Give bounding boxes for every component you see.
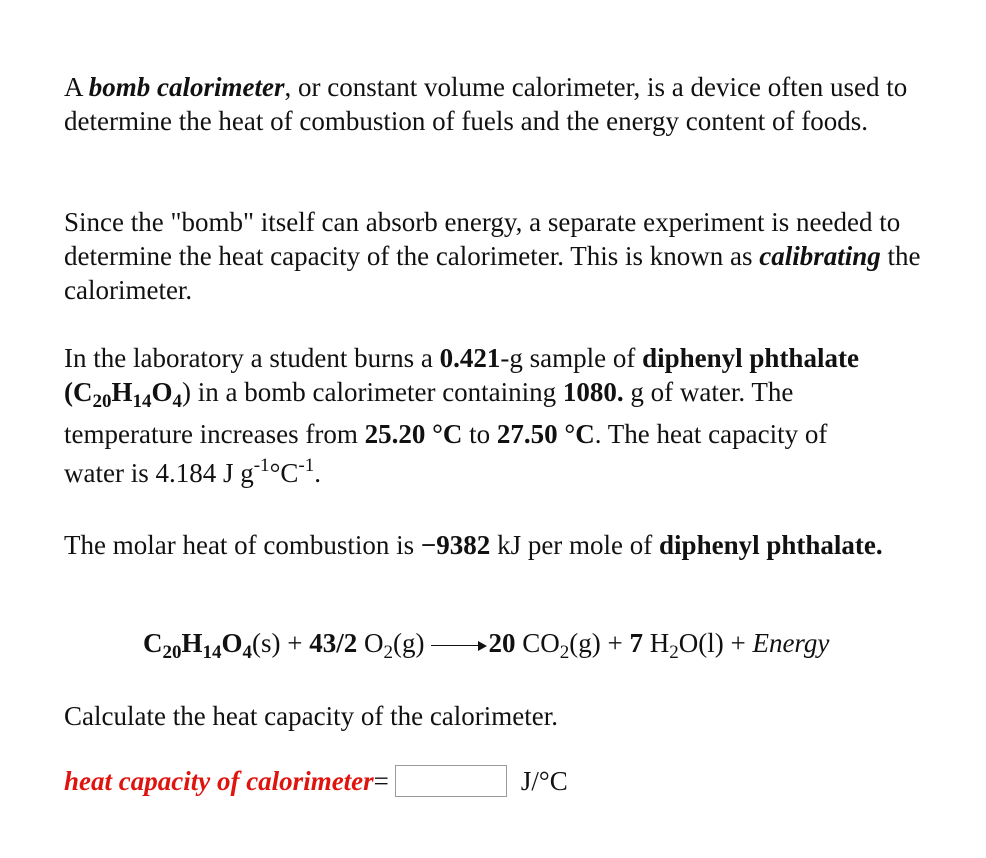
- equals-sign: =: [373, 766, 389, 796]
- experiment-line-4: [64, 456, 964, 490]
- experiment-text-4: g of water. The: [623, 377, 794, 407]
- molecular-formula: [64, 377, 183, 412]
- experiment-line-3: [64, 417, 964, 451]
- eq-o2: O: [357, 628, 384, 658]
- term-calibrating: calibrating: [759, 241, 881, 271]
- eq-co2-state: (g) +: [569, 628, 630, 658]
- eq-c-sub: 20: [162, 642, 182, 663]
- formula-h: H: [111, 377, 133, 407]
- experiment-paragraph: [64, 341, 964, 490]
- eq-o: O: [221, 628, 243, 658]
- experiment-line-2: [64, 375, 964, 412]
- answer-row: [64, 764, 568, 798]
- formula-close: ): [182, 377, 192, 407]
- experiment-text-7: . The heat capacity of: [594, 419, 828, 449]
- formula-h-sub: 14: [132, 391, 152, 412]
- eq-co2-coefficient: 20: [488, 628, 516, 658]
- reaction-arrow-icon: [431, 640, 487, 652]
- molar-text-2: kJ per mole of: [490, 530, 660, 560]
- reactant-formula: [143, 628, 253, 663]
- unit-label: J/°C: [520, 766, 568, 796]
- eq-co2: CO: [515, 628, 560, 658]
- term-bomb-calorimeter: bomb calorimeter: [88, 72, 285, 102]
- formula-open: (C: [64, 377, 93, 407]
- exponent-1: -1: [253, 455, 270, 476]
- experiment-text-1: In the laboratory a student burns a: [64, 343, 440, 373]
- exponent-2: -1: [298, 455, 315, 476]
- experiment-text-9: °C: [269, 458, 299, 488]
- water-mass: 1080.: [562, 377, 624, 407]
- formula-o-sub: 4: [172, 391, 183, 412]
- temperature-start: 25.20 °C: [364, 419, 463, 449]
- molar-heat-value: −9382: [420, 530, 491, 560]
- molar-text-1: The molar heat of combustion is: [64, 530, 421, 560]
- eq-h: H: [181, 628, 203, 658]
- eq-o2-state: (g): [393, 628, 425, 658]
- temperature-end: 27.50 °C: [496, 419, 595, 449]
- intro-paragraph: [64, 70, 954, 138]
- eq-o-sub: 4: [242, 642, 253, 663]
- experiment-text-10: .: [314, 458, 321, 488]
- compound-name: diphenyl phthalate: [642, 343, 859, 373]
- intro-text-1: A: [64, 72, 89, 102]
- calibration-text-1: Since the "bomb" itself can absorb energy, a separate experiment is needed to determine the heat capacity of the calorimeter. This is known as: [64, 207, 901, 271]
- eq-h2o-rest: O(l) +: [678, 628, 753, 658]
- formula-o: O: [151, 377, 173, 407]
- experiment-line-1: [64, 341, 964, 375]
- molar-text-3: .: [875, 530, 883, 560]
- eq-o2-sub: 2: [383, 642, 394, 663]
- eq-reactant-state: (s) +: [252, 628, 310, 658]
- intro-text-2: , or constant volume calorimeter, is a device often used to determine the heat of combustion of fuels and the energy content of foods.: [64, 72, 908, 136]
- sample-mass: 0.421: [439, 343, 501, 373]
- eq-co2-sub: 2: [559, 642, 570, 663]
- eq-h-sub: 14: [202, 642, 222, 663]
- eq-h2o-coefficient: 7: [629, 628, 643, 658]
- molar-compound-name: diphenyl phthalate: [659, 530, 876, 560]
- experiment-text-3: in a bomb calorimeter containing: [191, 377, 563, 407]
- eq-c: C: [143, 628, 163, 658]
- question-text: Calculate the heat capacity of the calorimeter.: [64, 701, 559, 731]
- eq-o2-coefficient: 43/2: [309, 628, 358, 658]
- calibration-text-2: the calorimeter.: [64, 241, 921, 305]
- experiment-text-5: temperature increases from: [64, 419, 365, 449]
- eq-energy: Energy: [752, 628, 830, 658]
- formula-c-sub: 20: [92, 391, 112, 412]
- calibration-paragraph: [64, 205, 954, 307]
- eq-h2o-h: H: [642, 628, 670, 658]
- answer-label: heat capacity of calorimeter: [64, 766, 374, 796]
- molar-heat-paragraph: [64, 528, 954, 562]
- experiment-text-2: -g sample of: [500, 343, 643, 373]
- eq-h2o-sub: 2: [669, 642, 679, 663]
- experiment-text-6: to: [462, 419, 497, 449]
- heat-capacity-input[interactable]: [395, 765, 507, 797]
- experiment-text-8: water is 4.184 J g: [64, 458, 254, 488]
- combustion-equation: [143, 626, 830, 663]
